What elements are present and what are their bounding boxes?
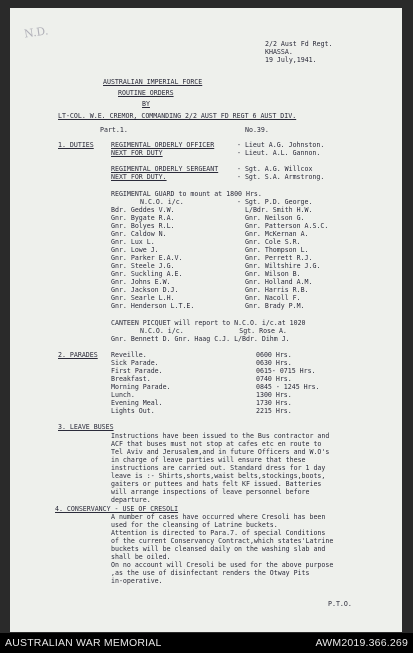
roo-label: REGIMENTAL ORDERLY OFFICER (111, 141, 215, 149)
parade-time-5: 1300 Hrs. (256, 391, 292, 399)
header-place: KHASSA. (265, 48, 293, 56)
guard-left-11: Gnr. Searle L.H. (111, 294, 175, 302)
ros-label: REGIMENTAL ORDERLY SERGEANT (111, 165, 219, 173)
guard-left-8: Gnr. Suckling A.E. (111, 270, 183, 278)
conservancy-line-4: buckets will be cleansed daily on the washing slab and (111, 545, 326, 553)
nfd1-value: - Lieut. A.L. Gannon. (237, 149, 321, 157)
parade-name-2: First Parade. (111, 367, 163, 375)
part-label: Part.1. (100, 126, 128, 134)
leave-line-0: Instructions have been issued to the Bus contractor and (111, 432, 330, 440)
parade-time-0: 0600 Hrs. (256, 351, 292, 359)
guard-right-10: Gnr. Harris R.B. (245, 286, 309, 294)
conservancy-line-2: Attention is directed to Para.7. of special Conditions (111, 529, 326, 537)
parade-name-7: Lights Out. (111, 407, 155, 415)
picquet-line1: CANTEEN PICQUET will report to N.C.O. i/c.at 1020 (111, 319, 306, 327)
header-date: 19 July,1941. (265, 56, 317, 64)
guard-right-9: Gnr. Holland A.M. (245, 278, 313, 286)
picquet-line3: Gnr. Bennett D. Gnr. Haag C.J. L/Bdr. Dihm J. (111, 335, 290, 343)
roo-value: - Lieut A.G. Johnston. (237, 141, 325, 149)
conservancy-line-6: On no account will Cresoli be used for the above purpose (111, 561, 334, 569)
title-line2: ROUTINE ORDERS (118, 89, 174, 97)
order-number: No.39. (245, 126, 269, 134)
guard-left-2: Gnr. Bolyes R.L. (111, 222, 175, 230)
archive-footer (0, 633, 413, 653)
pto-mark: P.T.O. (328, 600, 352, 608)
parade-name-5: Lunch. (111, 391, 135, 399)
guard-right-8: Gnr. Wilson B. (245, 270, 301, 278)
guard-right-3: Gnr. McKernan A. (245, 230, 309, 238)
parade-time-4: 0845 - 1245 Hrs. (256, 383, 320, 391)
parade-name-4: Morning Parade. (111, 383, 171, 391)
leave-line-7: will arrange inspections of leave personnel before (111, 488, 310, 496)
footer-institution: AUSTRALIAN WAR MEMORIAL (5, 637, 162, 649)
guard-right-11: Gnr. Nacoll F. (245, 294, 301, 302)
guard-right-6: Gnr. Perrett R.J. (245, 254, 313, 262)
guard-left-5: Gnr. Lowe J. (111, 246, 159, 254)
parade-time-2: 0615- 0715 Hrs. (256, 367, 316, 375)
document-page (10, 8, 402, 632)
guard-left-4: Gnr. Lux L. (111, 238, 155, 246)
conservancy-line-1: used for the cleansing of Latrine buckets. (111, 521, 278, 529)
picquet-line2: N.C.O. i/c. Sgt. Rose A. (140, 327, 287, 335)
ros-value: - Sgt. A.G. Willcox (237, 165, 313, 173)
leave-line-2: Tel Aviv and Jerusalem,and in future Officers and W.O's (111, 448, 330, 456)
guard-heading: REGIMENTAL GUARD to mount at 1800 Hrs. (111, 190, 262, 198)
guard-left-9: Gnr. Johns E.W. (111, 278, 171, 286)
guard-left-3: Gnr. Caldow N. (111, 230, 167, 238)
parade-name-3: Breakfast. (111, 375, 151, 383)
parade-time-1: 0630 Hrs. (256, 359, 292, 367)
header-unit: 2/2 Aust Fd Regt. (265, 40, 333, 48)
title-line1: AUSTRALIAN IMPERIAL FORCE (103, 78, 203, 86)
leave-line-6: gaiters or puttees and hats felt KF issued. Batteries (111, 480, 322, 488)
guard-left-0: Bdr. Geddes V.W. (111, 206, 175, 214)
guard-right-7: Gnr. Wiltshire J.G. (245, 262, 321, 270)
guard-nco-label: N.C.O. i/c. (140, 198, 184, 206)
pencil-mark: N.D. (23, 24, 50, 41)
title-line3: BY (142, 100, 150, 108)
conservancy-line-5: shall be oiled. (111, 553, 171, 561)
footer-accession-number: AWM2019.366.269 (315, 637, 408, 649)
leave-line-3: in charge of leave parties will ensure that these (111, 456, 306, 464)
parade-name-6: Evening Meal. (111, 399, 163, 407)
conservancy-line-3: of the current Conservancy Contract,which states'Latrine (111, 537, 334, 545)
guard-right-1: Gnr. Neilson G. (245, 214, 305, 222)
leave-line-5: leave is :- Shirts,shorts,waist belts,stockings,boots, (111, 472, 326, 480)
parade-time-7: 2215 Hrs. (256, 407, 292, 415)
conservancy-line-7: ,as the use of disinfectant renders the Otway Pits (111, 569, 310, 577)
conservancy-line-0: A number of cases have occurred where Cresoli has been (111, 513, 326, 521)
conservancy-line-8: in-operative. (111, 577, 163, 585)
parade-name-0: Reveille. (111, 351, 147, 359)
parade-name-1: Sick Parade. (111, 359, 159, 367)
leave-line-8: departure. (111, 496, 151, 504)
guard-nco-value: - Sgt. P.D. George. (237, 198, 313, 206)
guard-right-4: Gnr. Cole S.R. (245, 238, 301, 246)
guard-right-5: Gnr. Thompson L. (245, 246, 309, 254)
guard-left-10: Gnr. Jackson D.J. (111, 286, 179, 294)
parade-time-3: 0740 Hrs. (256, 375, 292, 383)
guard-right-12: Gnr. Brady P.M. (245, 302, 305, 310)
nfd2-value: - Sgt. S.A. Armstrong. (237, 173, 325, 181)
leave-line-1: ACF that buses must not stop at cafes etc en route to (111, 440, 322, 448)
parade-time-6: 1730 Hrs. (256, 399, 292, 407)
nfd2-label: NEXT FOR DUTY. (111, 173, 167, 181)
guard-left-6: Gnr. Parker E.A.V. (111, 254, 183, 262)
leave-line-4: instructions are carried out. Standard dress for 1 day (111, 464, 326, 472)
guard-left-12: Gnr. Henderson L.T.E. (111, 302, 195, 310)
leave-heading: 3. LEAVE BUSES (58, 423, 114, 431)
conservancy-heading: 4. CONSERVANCY - USE OF CRESOLI (55, 505, 179, 513)
guard-right-2: Gnr. Patterson A.S.C. (245, 222, 329, 230)
nfd1-label: NEXT FOR DUTY (111, 149, 163, 157)
guard-left-1: Gnr. Bygate R.A. (111, 214, 175, 222)
parades-heading: 2. PARADES (58, 351, 98, 359)
guard-left-7: Gnr. Steele J.G. (111, 262, 175, 270)
guard-right-0: L/Bdr. Smith H.W. (245, 206, 313, 214)
duties-heading: 1. DUTIES (58, 141, 94, 149)
title-line4: LT-COL. W.E. CREMOR, COMMANDING 2/2 AUST FD REGT 6 AUST DIV. (58, 112, 297, 120)
